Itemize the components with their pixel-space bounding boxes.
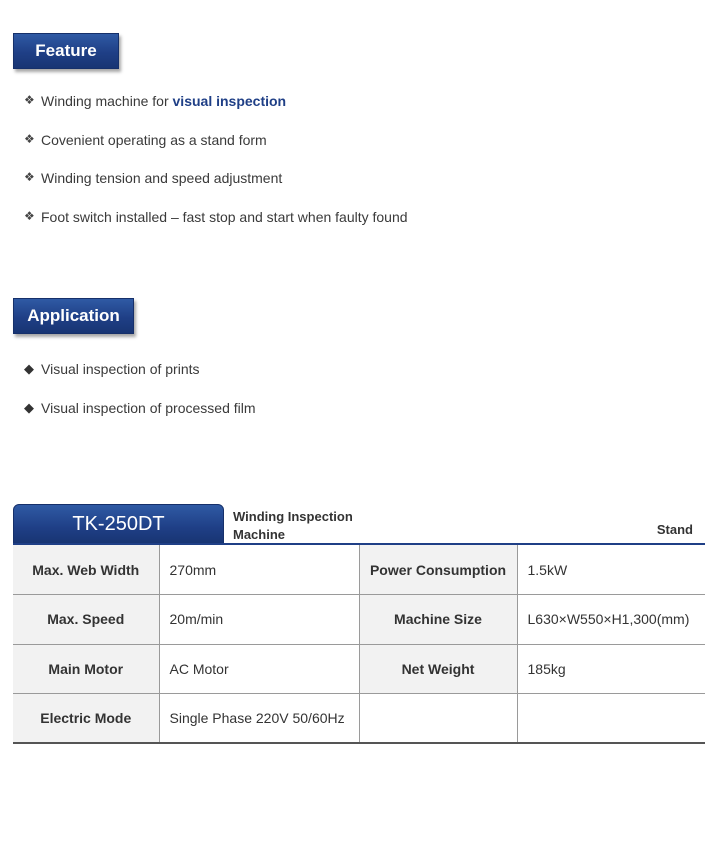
model-type: Stand xyxy=(656,522,693,537)
spec-value: Single Phase 220V 50/60Hz xyxy=(159,694,359,744)
feature-heading: Feature xyxy=(13,33,119,69)
spec-label: Electric Mode xyxy=(13,694,159,744)
spec-value xyxy=(517,694,705,744)
list-item xyxy=(24,93,408,132)
bullet-diamond-icon: ❖ xyxy=(24,208,35,223)
spec-label: Max. Speed xyxy=(13,595,159,645)
application-list xyxy=(24,361,256,438)
spec-value: L630×W550×H1,300(mm) xyxy=(517,595,705,645)
table-row xyxy=(13,545,705,595)
feature-text: Foot switch installed – fast stop and start when faulty found xyxy=(41,208,408,225)
list-item xyxy=(24,400,256,439)
application-text: Visual inspection of processed film xyxy=(41,399,256,416)
list-item xyxy=(24,361,256,400)
table-row xyxy=(13,595,705,645)
spec-label: Machine Size xyxy=(359,595,517,645)
spec-value: 185kg xyxy=(517,644,705,694)
spec-label: Net Weight xyxy=(359,644,517,694)
spec-label: Max. Web Width xyxy=(13,545,159,595)
bullet-diamond-icon: ❖ xyxy=(24,131,35,146)
bullet-diamond-icon: ❖ xyxy=(24,93,35,107)
table-row xyxy=(13,644,705,694)
feature-list xyxy=(24,93,408,247)
list-item xyxy=(24,209,408,248)
spec-value: AC Motor xyxy=(159,644,359,694)
spec-label xyxy=(359,694,517,744)
table-row xyxy=(13,694,705,744)
application-text: Visual inspection of prints xyxy=(41,361,200,377)
feature-text: Covenient operating as a stand form xyxy=(41,131,267,148)
model-name-tab: TK-250DT xyxy=(13,504,224,544)
application-heading: Application xyxy=(13,298,134,334)
spec-table xyxy=(13,545,705,744)
bullet-diamond-icon: ◆ xyxy=(24,361,34,376)
feature-highlight: visual inspection xyxy=(172,93,287,109)
bullet-diamond-icon: ❖ xyxy=(24,170,35,184)
spec-value: 1.5kW xyxy=(517,545,705,595)
bullet-diamond-icon: ◆ xyxy=(24,399,34,415)
spec-label: Main Motor xyxy=(13,644,159,694)
list-item xyxy=(24,132,408,171)
feature-text: Winding tension and speed adjustment xyxy=(41,170,283,186)
spec-label: Power Consumption xyxy=(359,545,517,595)
spec-value: 20m/min xyxy=(159,595,359,645)
spec-value: 270mm xyxy=(159,545,359,595)
list-item xyxy=(24,170,408,209)
model-description: Winding Inspection Machine xyxy=(233,509,353,542)
feature-text: Winding machine for visual inspection xyxy=(41,93,287,109)
